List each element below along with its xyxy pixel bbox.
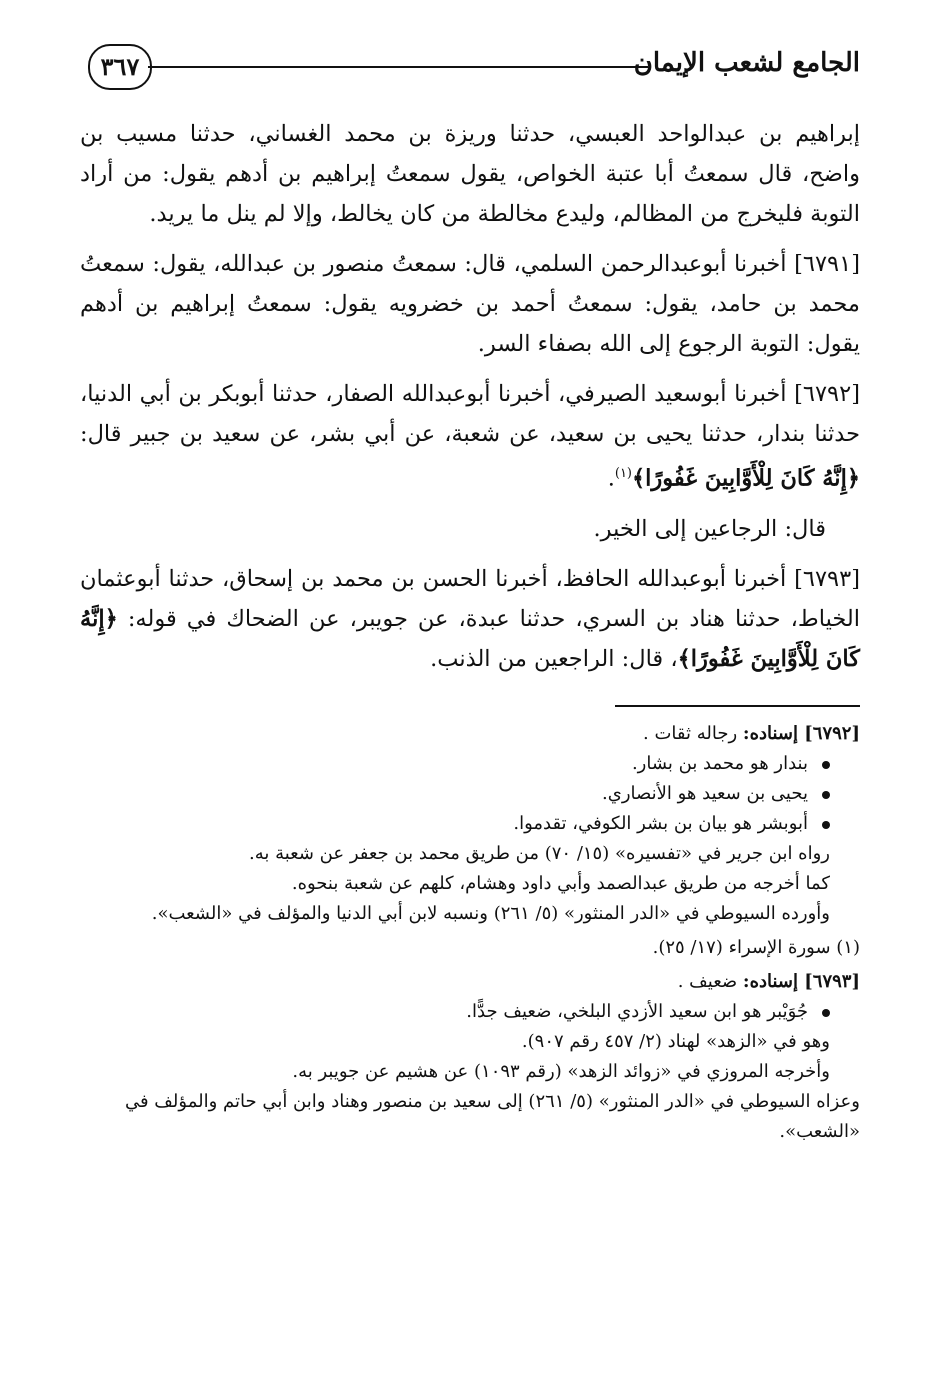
footnote-line: وعزاه السيوطي في «الدر المنثور» (٥/ ٢٦١) إلى سعيد بن منصور وهناد وابن أبي حاتم والمؤلف في «الشعب».: [124, 1090, 860, 1142]
page-header: [80, 40, 860, 100]
hadith-comment: [80, 509, 860, 549]
footnote-separator: [615, 705, 860, 707]
footnote-line: وأخرجه المروزي في «زوائد الزهد» (رقم ١٠٩٣) عن هشيم عن جويبر به.: [292, 1060, 830, 1082]
footnote-verdict: ضعيف .: [677, 970, 738, 992]
hadith-text: أخبرنا أبوعبدالله الحافظ، أخبرنا الحسن بن محمد بن إسحاق، حدثنا أبوعثمان الخياط، حدثنا هناد بن السري، حدثنا عبدة، عن جويبر، عن الضحاك في قوله:: [80, 565, 861, 632]
bullet-text: بندار هو محمد بن بشار.: [631, 752, 808, 774]
footnote-marker: (١): [614, 466, 632, 481]
hadith-number: [٦٧٩٢]: [794, 381, 860, 407]
footnote-heading: [80, 719, 860, 749]
hadith-text: أخبرنا أبوسعيد الصيرفي، أخبرنا أبوعبدالله الصفار، حدثنا أبوبكر بن أبي الدنيا، حدثنا بندار، حدثنا يحيى بن سعيد، عن شعبة، عن أبي بشر، عن سعيد بن جبير قال:: [80, 381, 860, 447]
paragraph-continuation: [80, 114, 860, 234]
quran-verse: ﴿إِنَّهُ كَانَ لِلْأَوَّابِينَ غَفُورًا﴾: [632, 465, 860, 492]
hadith-6792: [80, 374, 860, 499]
footnote-body: [80, 749, 860, 929]
footnote-line: وأورده السيوطي في «الدر المنثور» (٥/ ٢٦١) ونسبه لابن أبي الدنيا والمؤلف في «الشعب».: [151, 902, 830, 924]
footnote-6792: [80, 719, 860, 929]
footnote-head: [٦٧٩٢] إسناده:: [742, 722, 860, 744]
header-rule: [148, 66, 648, 68]
running-title: الجامع لشعب الإيمان: [633, 48, 860, 78]
footnote-bullet: [80, 749, 830, 779]
footnote-line: رواه ابن جرير في «تفسيره» (١٥/ ٧٠) من طريق محمد بن جعفر عن شعبة به.: [248, 842, 830, 864]
hadith-number: [٦٧٩٣]: [794, 565, 860, 592]
footnote-heading: [80, 967, 860, 997]
footnotes: [80, 719, 860, 1147]
footnote-verdict: رجاله ثقات .: [643, 722, 738, 744]
footnote-bullet: [80, 809, 830, 839]
bullet-icon: [822, 1009, 830, 1017]
footnote-body: [80, 997, 860, 1087]
footnote-6793: [80, 967, 860, 1147]
quran-verse: ﴿إِنَّهُ كَانَ لِلْأَوَّابِينَ غَفُورًا﴾: [80, 605, 860, 672]
paragraph-text: إبراهيم بن عبدالواحد العبسي، حدثنا وريزة بن محمد الغساني، حدثنا مسيب بن واضح، قال سمعتُ أبا عتبة الخواص، يقول سمعتُ إبراهيم بن أدهم يقول: من أراد التوبة فليخرج من المظالم، وليدع مخالطة من كان يخالط، وإلا لم ينل ما يريد.: [80, 121, 860, 227]
footnote-bullet: [80, 779, 830, 809]
main-text: [80, 114, 860, 679]
bullet-text: أبوبشر هو بيان بن بشر الكوفي، تقدموا.: [513, 812, 808, 834]
hadith-end: .: [607, 465, 615, 492]
hadith-6791: [80, 244, 860, 364]
hadith-end: ، قال: الراجعين من الذنب.: [430, 645, 678, 672]
footnote-quran-ref: (١) سورة الإسراء (١٧/ ٢٥).: [652, 936, 860, 958]
bullet-icon: [822, 821, 830, 829]
footnote-line: وهو في «الزهد» لهناد (٢/ ٤٥٧ رقم ٩٠٧).: [521, 1030, 830, 1052]
bullet-text: يحيى بن سعيد هو الأنصاري.: [602, 782, 808, 804]
footnote-line: كما أخرجه من طريق عبدالصمد وأبي داود وهشام، كلهم عن شعبة بنحوه.: [291, 872, 830, 894]
hadith-text: أخبرنا أبوعبدالرحمن السلمي، قال: سمعتُ منصور بن عبدالله، يقول: سمعتُ محمد بن حامد، يقول: سمعتُ أحمد بن خضرويه يقول: سمعتُ إبراهيم بن أدهم يقول: التوبة الرجوع إلى الله بصفاء السر.: [80, 251, 860, 357]
page-number: ٣٦٧: [88, 44, 152, 90]
comment-text: قال: الرجاعين إلى الخير.: [593, 515, 826, 542]
bullet-icon: [822, 761, 830, 769]
page: [80, 40, 860, 1151]
hadith-6793: [80, 559, 860, 679]
footnote-head: [٦٧٩٣] إسناده:: [742, 970, 860, 992]
hadith-number: [٦٧٩١]: [794, 251, 860, 277]
bullet-icon: [822, 791, 830, 799]
footnote-bullet: [80, 997, 830, 1027]
bullet-text: جُوَيْبر هو ابن سعيد الأزدي البلخي، ضعيف جدًّا.: [466, 1000, 808, 1022]
